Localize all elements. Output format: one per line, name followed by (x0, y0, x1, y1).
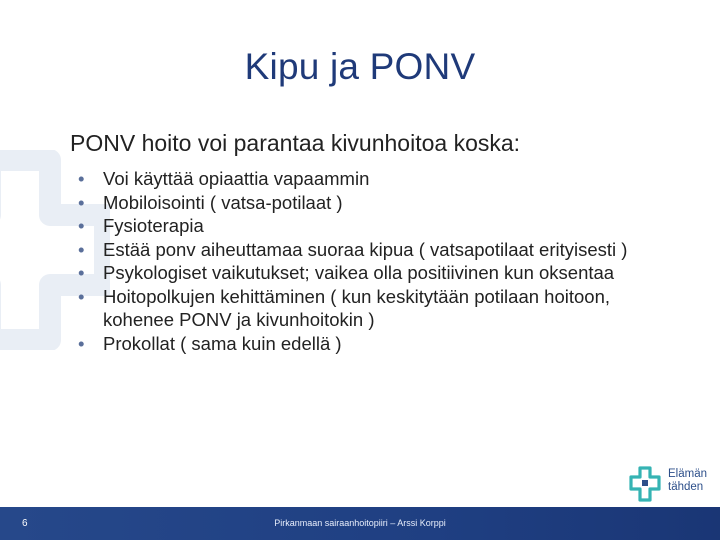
bullet-dot: • (78, 168, 85, 189)
elaman-tahden-logo-icon (628, 466, 662, 502)
bullet-item (78, 214, 678, 238)
bullet-dot: • (78, 191, 85, 213)
bullet-list (78, 167, 678, 355)
bullet-text: Mobiloisointi ( vatsa-potilaat ) (103, 191, 343, 213)
logo-line-2: tähden (668, 481, 704, 493)
slide-title: Kipu ja PONV (244, 46, 476, 87)
bullet-dot: • (78, 262, 85, 283)
intro-text: PONV hoito voi parantaa kivunhoitoa koska: (70, 130, 521, 156)
bullet-item (78, 238, 678, 262)
footer-text: Pirkanmaan sairaanhoitopiiri – Arssi Korppi (274, 518, 446, 528)
bullet-text: Hoitopolkujen kehittäminen ( kun keskitytään potilaan hoitoon, kohenee PONV ja kivunhoitokin ) (103, 285, 611, 330)
bullet-item (78, 167, 678, 191)
elaman-tahden-logo (628, 466, 718, 506)
logo-text (668, 468, 707, 494)
bullet-dot: • (78, 285, 85, 307)
bullet-text: Prokollat ( sama kuin edellä ) (103, 332, 342, 354)
bullet-text: Psykologiset vaikutukset; vaikea olla positiivinen kun oksentaa (103, 262, 615, 283)
page-number: 6 (22, 518, 28, 529)
bullet-item (78, 332, 678, 356)
bullet-item (78, 191, 678, 215)
bullet-dot: • (78, 238, 85, 260)
logo-line-1: Elämän (668, 468, 707, 480)
bullet-text: Estää ponv aiheuttamaa suoraa kipua ( vatsapotilaat erityisesti ) (103, 238, 628, 260)
bullet-item (78, 261, 678, 285)
bullet-dot: • (78, 215, 85, 236)
footer-bar (0, 507, 720, 540)
bullet-text: Voi käyttää opiaattia vapaammin (103, 168, 370, 189)
bullet-text: Fysioterapia (103, 215, 204, 236)
bullet-dot: • (78, 332, 85, 354)
bullet-item (78, 285, 678, 332)
